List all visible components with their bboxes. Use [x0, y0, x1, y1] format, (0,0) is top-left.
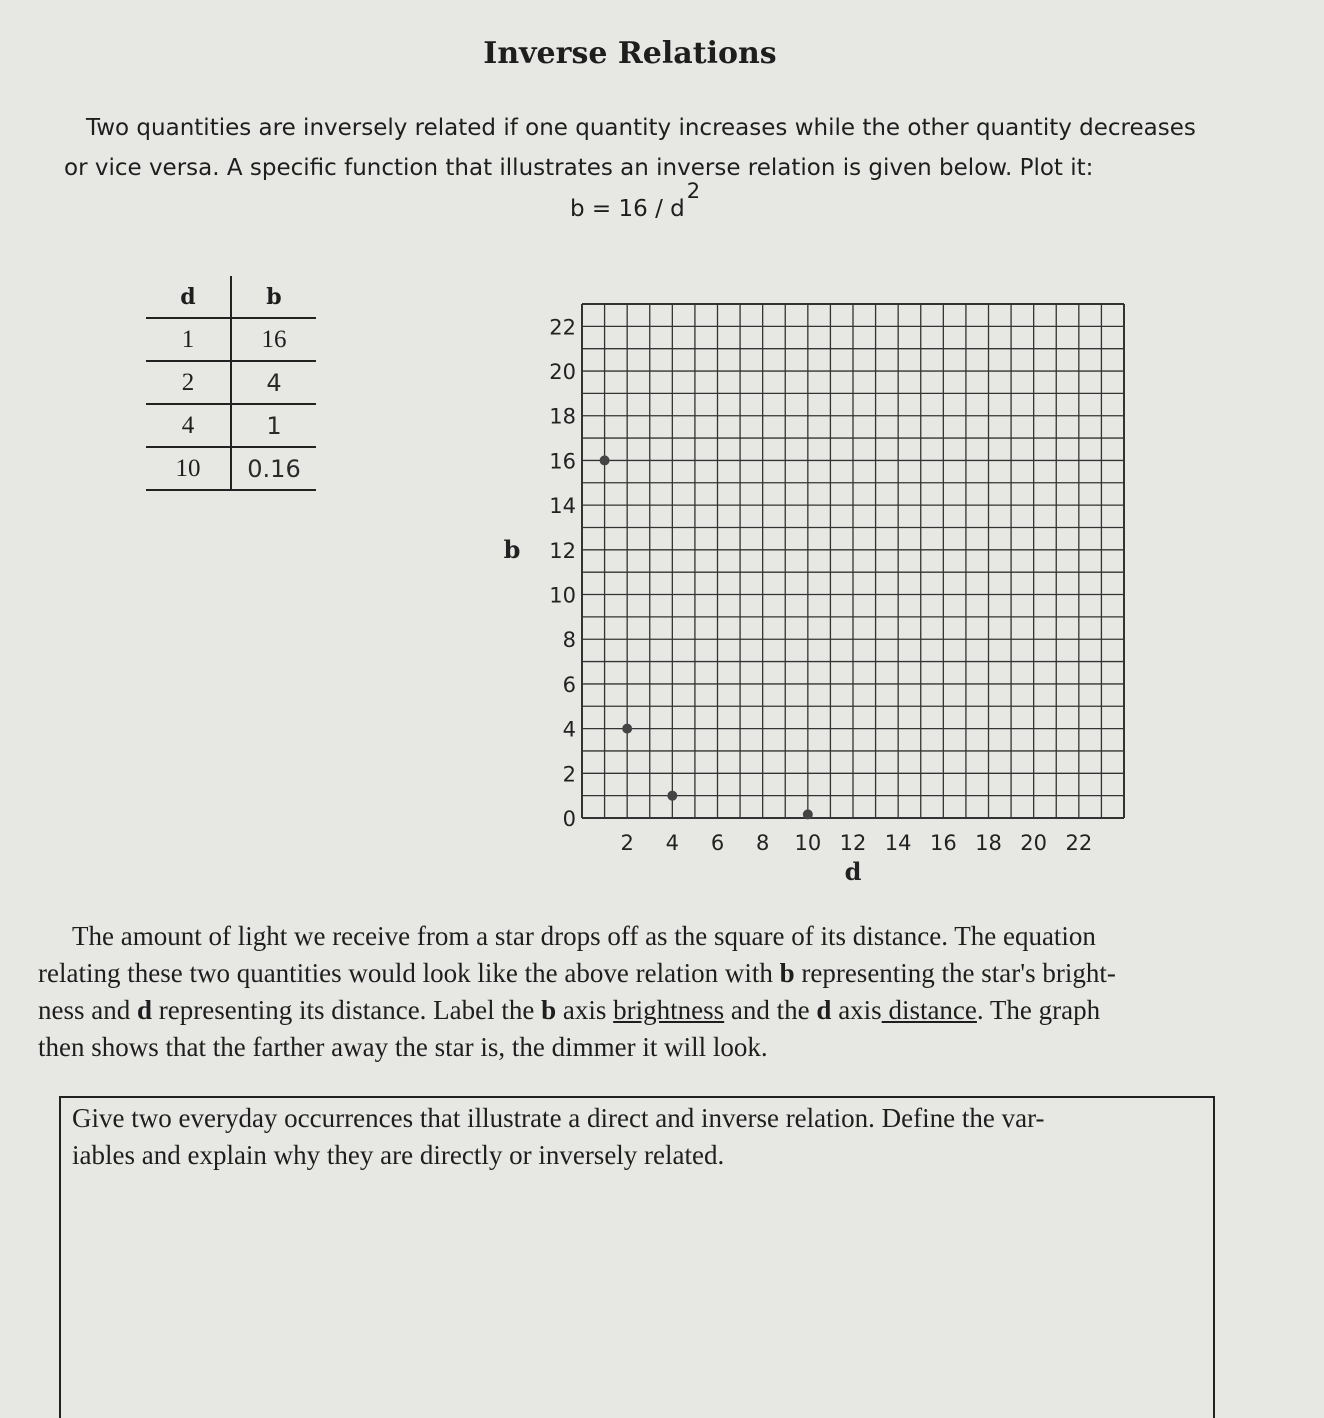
equation-base: b = 16 / d: [570, 196, 685, 222]
equation-exponent: 2: [686, 179, 701, 203]
table-cell-b: 16: [231, 318, 316, 361]
x-tick-label: 22: [1065, 831, 1093, 855]
x-axis-label: d: [844, 857, 862, 886]
data-point: [622, 724, 632, 734]
y-tick-label: 10: [549, 583, 576, 608]
x-tick-label: 20: [1020, 831, 1048, 855]
brightness-label: brightness: [613, 995, 725, 1025]
data-point: [803, 809, 813, 819]
x-tick-label: 10: [794, 831, 822, 855]
table-cell-d: 2: [146, 361, 231, 404]
table-row: [146, 361, 316, 404]
star-paragraph: [38, 918, 1238, 1066]
x-tick-label: 8: [755, 831, 770, 855]
table-header-d: d: [146, 276, 231, 318]
y-tick-label: 2: [562, 762, 576, 787]
intro-line-1: Two quantities are inversely related if one quantity increases while the other quantity decreases: [86, 115, 1196, 141]
para-line-4: then shows that the farther away the star is, the dimmer it will look.: [38, 1032, 768, 1062]
table-cell-d: 10: [146, 447, 231, 490]
para-line-2: relating these two quantities would look like the above relation with b representing the star's bright-: [38, 958, 1116, 988]
distance-label: distance: [881, 995, 977, 1025]
x-tick-label: 14: [884, 831, 912, 855]
x-tick-label: 16: [929, 831, 957, 855]
y-tick-label: 6: [562, 672, 576, 697]
y-tick-label: 8: [562, 628, 576, 653]
y-tick-label: 18: [549, 404, 576, 429]
para-line-3: ness and d representing its distance. Label the b axis brightness and the d axis distance. The graph: [38, 995, 1101, 1025]
para-line-1: The amount of light we receive from a star drops off as the square of its distance. The equation: [72, 921, 1096, 951]
data-point: [667, 791, 677, 801]
y-tick-label: 0: [562, 807, 576, 831]
x-tick-label: 2: [620, 831, 634, 855]
intro-paragraph: [64, 108, 1214, 188]
x-tick-label: 6: [710, 831, 725, 855]
x-tick-label: 12: [839, 831, 867, 855]
question-text: [72, 1100, 1192, 1174]
y-tick-label: 20: [549, 360, 576, 385]
intro-line-2: or vice versa. A specific function that illustrates an inverse relation is given below. Plot it:: [64, 155, 1094, 181]
y-tick-label: 22: [549, 315, 576, 340]
data-point: [600, 455, 610, 465]
table-row: [146, 318, 316, 361]
question-line-2: iables and explain why they are directly or inversely related.: [72, 1140, 725, 1170]
y-tick-label: 12: [549, 538, 576, 563]
table-cell-d: 1: [146, 318, 231, 361]
y-tick-label: 16: [549, 449, 576, 474]
data-table: [146, 276, 316, 491]
y-tick-label: 14: [549, 494, 576, 519]
graph[interactable]: [490, 290, 1150, 890]
y-axis-label: b: [503, 534, 521, 564]
question-line-1: Give two everyday occurrences that illustrate a direct and inverse relation. Define the var-: [72, 1103, 1045, 1133]
page-title: Inverse Relations: [483, 36, 777, 71]
table-cell-b[interactable]: 0.16: [231, 447, 316, 490]
table-cell-b[interactable]: 4: [231, 361, 316, 404]
equation: [570, 179, 701, 222]
x-tick-label: 4: [665, 831, 680, 855]
table-header-b: b: [266, 283, 282, 310]
x-tick-label: 18: [975, 831, 1002, 855]
y-tick-label: 4: [562, 717, 576, 742]
table-cell-b[interactable]: 1: [231, 404, 316, 447]
table-cell-d: 4: [146, 404, 231, 447]
table-row: [146, 404, 316, 447]
table-row: [146, 447, 316, 490]
